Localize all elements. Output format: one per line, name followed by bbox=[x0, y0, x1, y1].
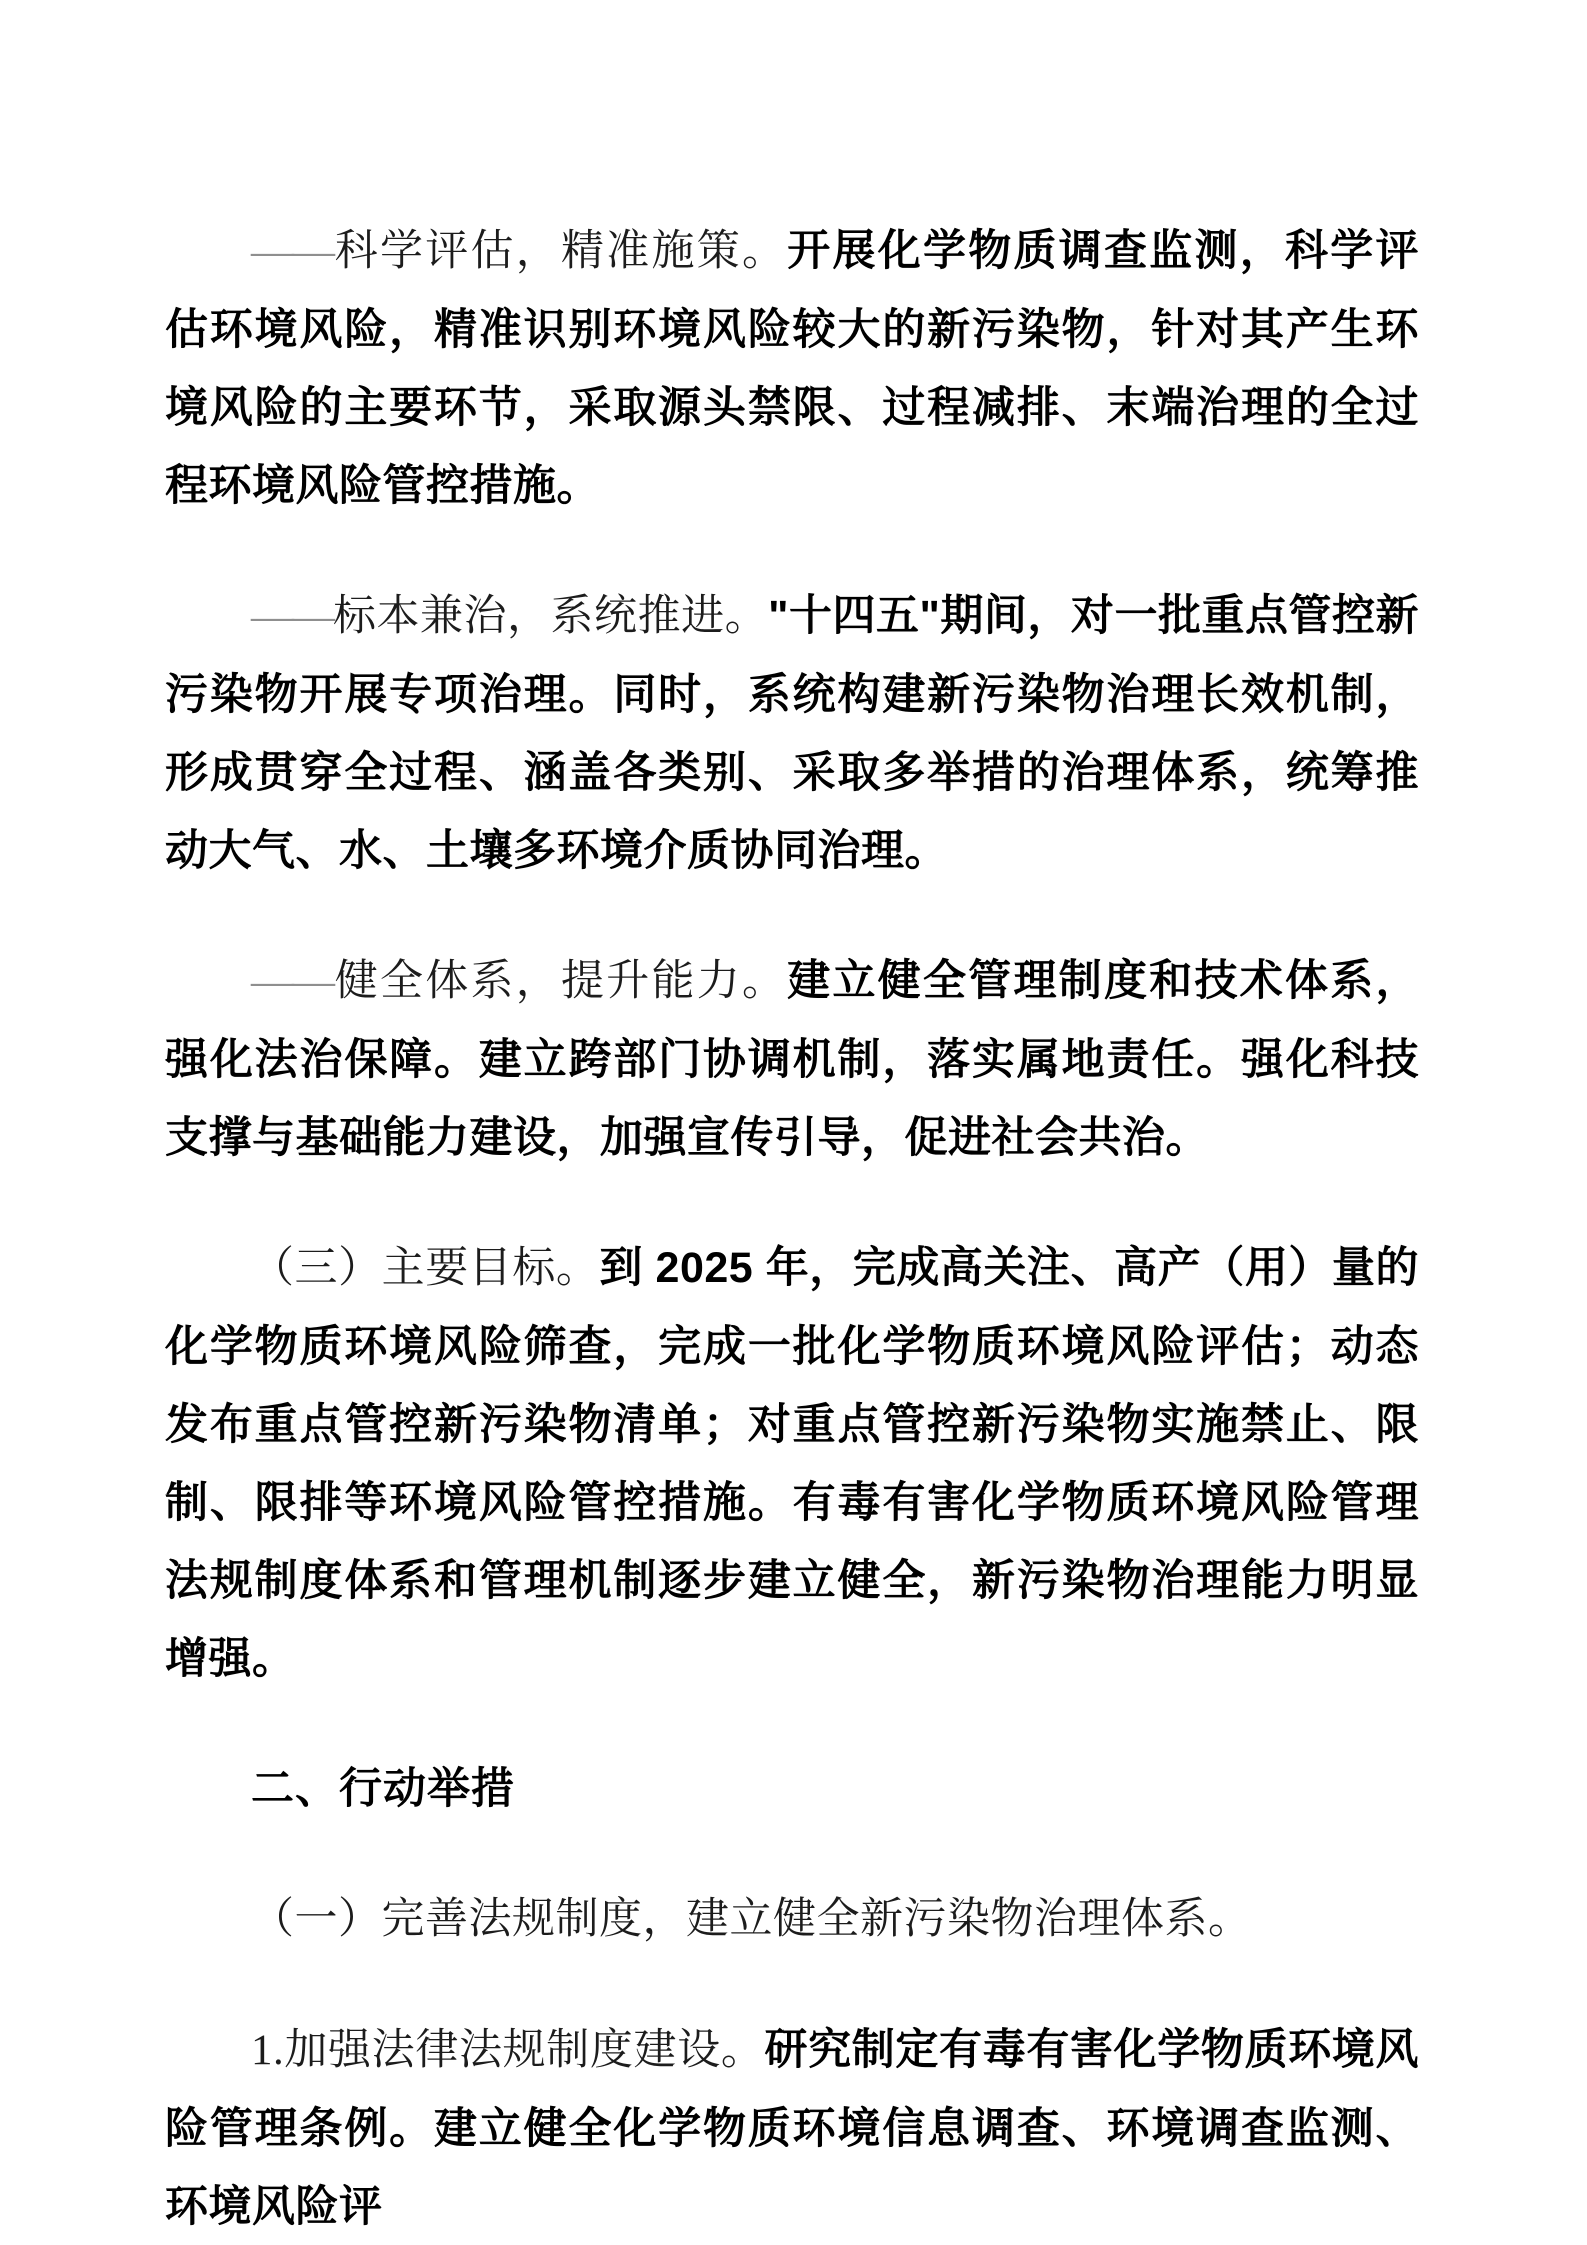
paragraph-subsection-title-legal-system bbox=[165, 1880, 1419, 1959]
paragraph-measure-legal-construction bbox=[165, 2011, 1419, 2245]
paragraph-principle-capacity-building bbox=[165, 942, 1419, 1177]
paragraph-lead: 标本兼治，系统推进。 bbox=[333, 593, 769, 640]
paragraph-lead: （一）完善法规制度，建立健全新污染物治理体系。 bbox=[251, 1896, 1252, 1943]
paragraph-lead: （三）主要目标。 bbox=[251, 1245, 600, 1292]
paragraph-body: 研究制定有毒有害化学物质环境风险管理条例。建立健全化学物质环境信息调查、环境调查监测、环境风险评 bbox=[165, 2026, 1420, 2231]
paragraph-body: "十四五"期间，对一批重点管控新污染物开展专项治理。同时，系统构建新污染物治理长效机制，形成贯穿全过程、涵盖各类别、采取多举措的治理体系，统筹推动大气、水、土壤多环境介质协同治理。 bbox=[165, 592, 1419, 875]
paragraph-lead: 健全体系，提升能力。 bbox=[333, 958, 788, 1005]
paragraph-body: 到 2025 年，完成高关注、高产（用）量的化学物质环境风险筛查，完成一批化学物质环境风险评估；动态发布重点管控新污染物清单；对重点管控新污染物实施禁止、限制、限排等环境风险管控措施。有毒有害化学物质环境风险管理法规制度体系和管理机制逐步建立健全，新污染物治理能力明显增强。 bbox=[165, 1244, 1419, 1683]
em-dash: —— bbox=[251, 958, 333, 1005]
paragraph-body: 开展化学物质调查监测，科学评估环境风险，精准识别环境风险较大的新污染物，针对其产生环境风险的主要环节，采取源头禁限、过程减排、末端治理的全过程环境风险管控措施。 bbox=[165, 227, 1419, 510]
em-dash: —— bbox=[251, 593, 333, 640]
paragraph-main-goals bbox=[165, 1229, 1419, 1698]
paragraph-principle-systematic-advance bbox=[165, 577, 1419, 890]
paragraph-lead: 科学评估，精准施策。 bbox=[333, 228, 788, 275]
section-heading-action-measures: 二、行动举措 bbox=[251, 1765, 515, 1813]
paragraph-lead: 1.加强法律法规制度建设。 bbox=[251, 2027, 765, 2074]
paragraph-principle-scientific-assessment bbox=[165, 212, 1419, 525]
paragraph-body: 建立健全管理制度和技术体系，强化法治保障。建立跨部门协调机制，落实属地责任。强化科技支撑与基础能力建设，加强宣传引导，促进社会共治。 bbox=[165, 957, 1419, 1162]
em-dash: —— bbox=[251, 228, 333, 275]
